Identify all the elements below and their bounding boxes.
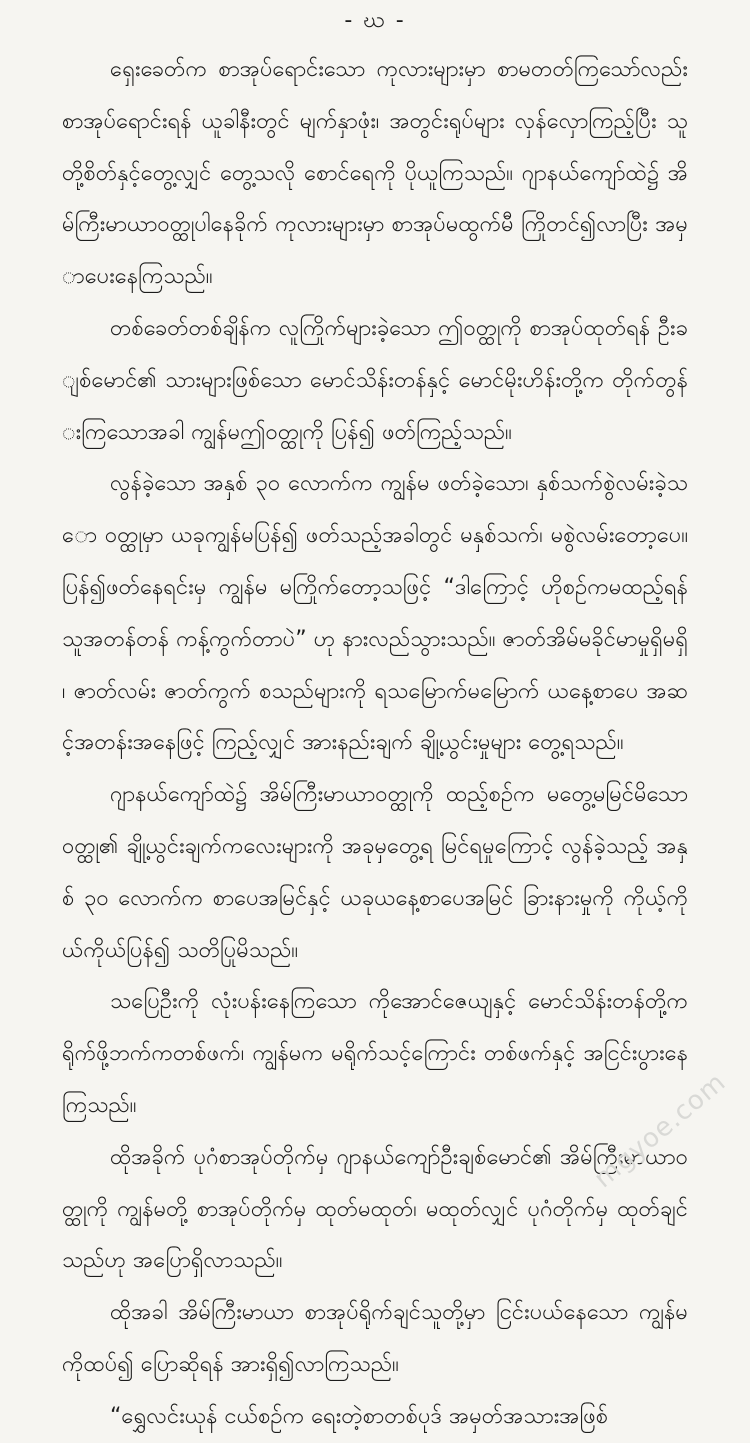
paragraph-3: လွန်ခဲ့သော အနှစ် ၃၀ လောက်က ကျွန်မ ဖတ်ခဲ့သော၊ နှစ်သက်စွဲလမ်းခဲ့သော ဝတ္ထုမှာ ယခုကျွန်မပြန်၍ ဖတ်သည့်အခါတွင် မနှစ်သက်၊ မစွဲလမ်းတော့ပေ။ ပြန်၍ဖတ်နေရင်းမှ ကျွန်မ မကြိုက်တော့သဖြင့် “ဒါကြောင့် ဟိုစဉ်ကမထည့်ရန် သူအတန်တန် ကန့်ကွက်တာပဲ” ဟု နားလည်သွားသည်။ ဇာတ်အိမ်မခိုင်မာမှုရှိမရှိ၊ ဇာတ်လမ်း ဇာတ်ကွက် စသည်များကို ရသမြောက်မမြောက် ယနေ့စာပေ အဆင့်အတန်းအနေဖြင့် ကြည့်လျှင် အားနည်းချက် ချို့ယွင်းမှုများ တွေ့ရသည်။: [62, 471, 688, 756]
paragraph-8: “ရွှေလင်းယုန် ငယ်စဉ်က ရေးတဲ့စာတစ်ပုဒ် အမှတ်အသားအဖြစ်: [110, 1403, 609, 1429]
paragraph-2: တစ်ခေတ်တစ်ချိန်က လူကြိုက်များခဲ့သော ဤဝတ္ထုကို စာအုပ်ထုတ်ရန် ဦးချစ်မောင်၏ သားများဖြစ်သော မောင်သိန်းတန်နှင့် မောင်မိုးဟိန်းတို့က တိုက်တွန်းကြသောအခါ ကျွန်မဤဝတ္ထုကို ပြန်၍ ဖတ်ကြည့်သည်။: [62, 315, 688, 445]
page-number: - ဃ -: [344, 8, 406, 33]
paragraph-7: ထိုအခါ အိမ်ကြီးမာယာ စာအုပ်ရိုက်ချင်သူတို့မှာ ငြင်းပယ်နေသော ကျွန်မကိုထပ်၍ ပြောဆိုရန် အားရှိ၍လာကြသည်။: [62, 1300, 688, 1377]
watermark: mgyoe.com: [588, 1067, 732, 1195]
paragraph-5: သပြေဦးကို လုံးပန်းနေကြသော ကိုအောင်ဇေယျနှင့် မောင်သိန်းတန်တို့က ရိုက်ဖို့ဘက်ကတစ်ဖက်၊ ကျွန်မက မရိုက်သင့်ကြောင်း တစ်ဖက်နှင့် အငြင်းပွားနေကြသည်။: [62, 989, 688, 1118]
paragraph-4: ဂျာနယ်ကျော်ထဲ၌ အိမ်ကြီးမာယာဝတ္ထုကို ထည့်စဉ်က မတွေ့မမြင်မိသော ဝတ္ထု၏ ချို့ယွင်းချက်ကလေးများကို အခုမှတွေ့ရ မြင်ရမှုကြောင့် လွန်ခဲ့သည့် အနှစ် ၃၀ လောက်က စာပေအမြင်နှင့် ယခုယနေ့စာပေအမြင် ခြားနားမှုကို ကိုယ့်ကိုယ်ကိုယ်ပြန်၍ သတိပြုမိသည်။: [62, 782, 688, 963]
paragraph-1: ရှေးခေတ်က စာအုပ်ရောင်းသော ကုလားများမှာ စာမတတ်ကြသော်လည်း စာအုပ်ရောင်းရန် ယူခါနီးတွင် မျက်နှာဖုံး၊ အတွင်းရုပ်များ လှန်လှောကြည့်ပြီး သူတို့စိတ်နှင့်တွေ့လျှင် တွေ့သလို စောင်ရေကို ပိုယူကြသည်။ ဂျာနယ်ကျော်ထဲ၌ အိမ်ကြီးမာယာဝတ္ထုပါနေခိုက် ကုလားများမှာ စာအုပ်မထွက်မီ ကြိုတင်၍လာပြီး အမှာပေးနေကြသည်။: [62, 57, 688, 290]
paragraph-6: ထိုအခိုက် ပုဂံစာအုပ်တိုက်မှ ဂျာနယ်ကျော်ဦးချစ်မောင်၏ အိမ်ကြီးမာယာဝတ္ထုကို ကျွန်မတို့ စာအုပ်တိုက်မှ ထုတ်မထုတ်၊ မထုတ်လျှင် ပုဂံတိုက်မှ ထုတ်ချင်သည်ဟု အပြောရှိလာသည်။: [62, 1144, 688, 1274]
